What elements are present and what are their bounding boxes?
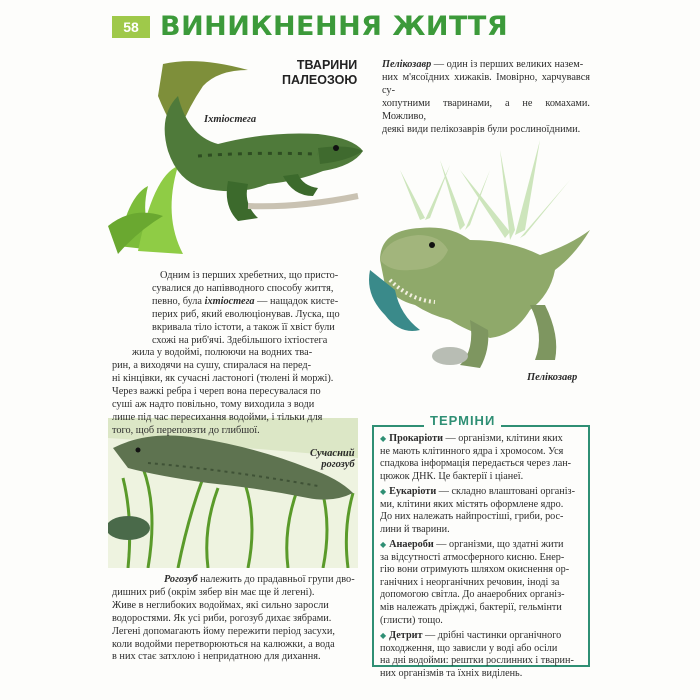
text-line: ◆ Детрит — дрібні частинки органічного	[380, 630, 562, 641]
text-line: жила у водоймі, полюючи на водних тва-	[132, 347, 313, 359]
text-line: Одним із перших хребетних, що присто-	[160, 270, 339, 281]
text-line: ні кінцівки, як сучасні ластоногі (тюлені й моржі).	[112, 373, 334, 385]
text-line: деякі види пелікозаврів були рослиноїдними.	[382, 123, 581, 135]
pelycosaur-illustration	[340, 120, 595, 380]
text-line: рин, а виходячи на сушу, спиралася на перед-	[112, 360, 312, 372]
text-line: них м'ясоїдних хижаків. Імовірно, харчувався су-	[382, 71, 590, 96]
ichthyostega-term: іхтіостега	[204, 295, 255, 307]
lungfish-label	[310, 448, 355, 470]
text-line: ◆ Еукаріоти — складно влаштовані організ-	[380, 486, 575, 497]
lungfish-illustration	[108, 418, 358, 568]
ichthyostega-label: Іхтіостега	[204, 114, 257, 125]
bullet-icon: ◆	[380, 434, 387, 443]
text-line: Живе в неглибоких водоймах, які сильно заросли	[112, 599, 329, 611]
text-line: Через важкі ребра і череп вона пересувалася по	[112, 386, 321, 398]
text-line: ганічних і неорганічних речовин, іноді за	[380, 576, 560, 588]
ichthyostega-illustration	[108, 56, 378, 256]
text-line: вкривала тіло істоти, а також її хвіст були	[152, 321, 335, 333]
text-line: (глисти) тощо.	[380, 614, 443, 626]
text-line: суші аж надто повільно, тому виходила з води	[112, 399, 315, 411]
term-entry	[380, 539, 582, 627]
text-line: спадкова інформація передається через лан-	[380, 458, 572, 470]
pelycosaur-paragraph	[382, 59, 590, 136]
text-line: за відсутності атмосферного кисню. Енер-	[380, 551, 565, 563]
text-line: того, щоб переповзти до глибшої.	[112, 424, 260, 436]
pelycosaur-term: Пелікозавр	[382, 59, 432, 70]
text-line: ми, клітини яких містять оформлене ядро.	[380, 498, 564, 510]
term-entry	[380, 486, 582, 536]
text-line: цюжок ДНК. Це бактерії і ціанеї.	[380, 470, 524, 482]
text-line: хопутними тваринами, а не комахами. Можливо,	[382, 97, 590, 122]
text-line: мів належать дріжджі, бактерії, гельмінти	[380, 601, 562, 613]
text-line: коли водойми перетворюються на калюжки, а вода	[112, 638, 335, 650]
text-line: ◆ Прокаріоти — організми, клітини яких	[380, 433, 563, 444]
text-line: Рогозуб належить до прадавньої групи дво-	[164, 574, 355, 585]
lungfish-term: Рогозуб	[164, 574, 198, 585]
text-line: схожі на риб'ячі. Здебільшого іхтіостега	[152, 334, 328, 346]
text-line: в них стає затхлою і непридатною для дихання.	[112, 651, 321, 663]
bullet-icon: ◆	[380, 631, 387, 640]
subtitle-line: ТВАРИНИ	[296, 58, 358, 72]
page-title: ВИНИКНЕННЯ ЖИТТЯ	[160, 11, 509, 42]
lungfish-paragraph	[112, 574, 364, 664]
ichthyostega-paragraph	[112, 270, 365, 438]
pelycosaur-label: Пелікозавр	[527, 372, 578, 383]
text-line: До них належать найпростіші, гриби, рос-	[380, 511, 564, 523]
terms-title: ТЕРМІНИ	[424, 413, 501, 428]
lungfish-label-line: Сучасний	[310, 448, 355, 459]
text-line: походження, що зависли у воді або осіли	[380, 642, 558, 654]
term-entry	[380, 433, 582, 483]
page-number: 58	[112, 16, 150, 38]
text-line: Легені допомагають йому пережити період засухи,	[112, 625, 335, 637]
term-entry	[380, 630, 582, 680]
subtitle-line: ПАЛЕОЗОЮ	[282, 73, 358, 87]
text-line: сувалися до напівводного способу життя,	[152, 282, 334, 294]
text-line: допомогою світла. До анаеробних організ-	[380, 589, 565, 601]
text-line: ◆ Анаероби — організми, що здатні жити	[380, 539, 564, 550]
text-line: гію вони отримують шляхом окиснення ор-	[380, 564, 570, 576]
text-line: на дні водойми: рештки рослинних і тварин-	[380, 655, 574, 667]
text-line: перих риб, який еволюціонував. Луска, що	[152, 308, 340, 320]
text-line: дишних риб (окрім зябер він має ще й легені).	[112, 586, 315, 598]
lungfish-label-line: рогозуб	[321, 459, 355, 470]
page-header	[112, 10, 700, 44]
text-line: певно, була іхтіостега — нащадок кисте-	[152, 295, 339, 307]
text-line: не мають клітинного ядра і хромосом. Уся	[380, 445, 564, 457]
text-line: лини й тварини.	[380, 523, 450, 535]
text-line: лише під час пересихання водойми, і тільки для	[112, 411, 323, 423]
text-line: водоростями. Як усі риби, рогозуб дихає зябрами.	[112, 612, 332, 624]
text-line: них організмів та їхніх виділень.	[380, 667, 523, 679]
bullet-icon: ◆	[380, 487, 387, 496]
bullet-icon: ◆	[380, 540, 387, 549]
text-line: Пелікозавр — один із перших великих назем-	[382, 59, 584, 70]
